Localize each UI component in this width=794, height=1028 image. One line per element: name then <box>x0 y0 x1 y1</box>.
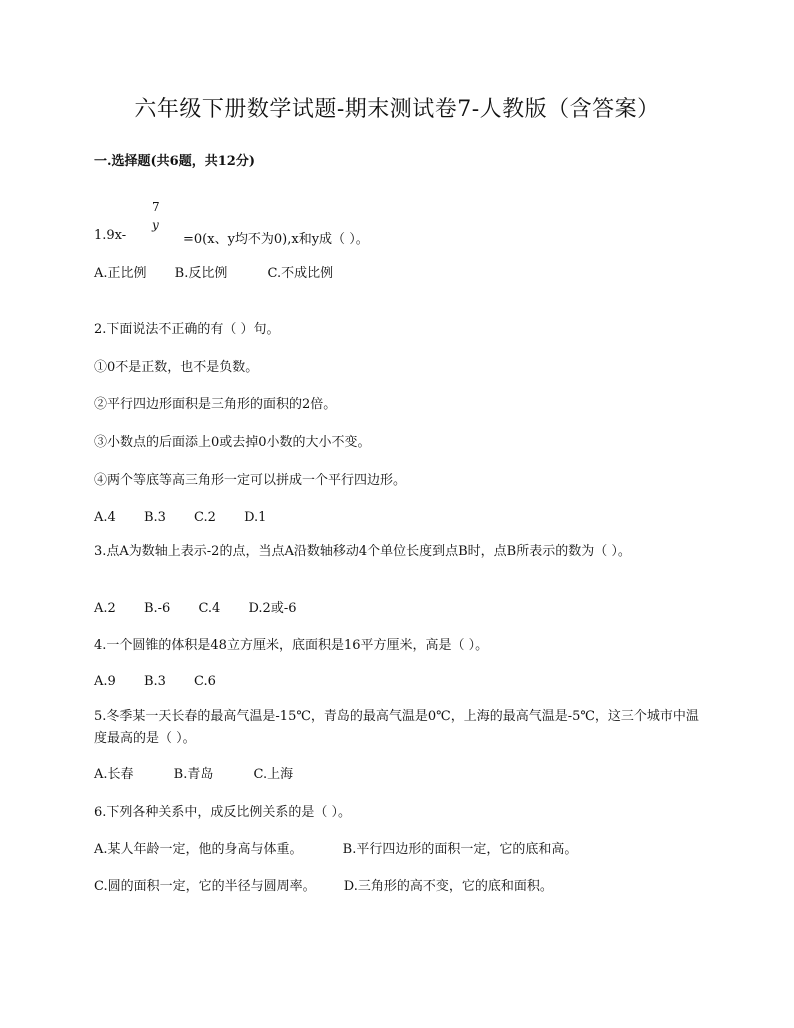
q2-statement-3: ③小数点的后面添上0或去掉0小数的大小不变。 <box>94 435 371 450</box>
option-c[interactable]: C.4 <box>198 601 221 616</box>
q6-options-row-2 <box>94 878 577 896</box>
q3-options <box>94 600 321 618</box>
q1-stem-prefix: 1.9x- <box>94 228 127 243</box>
q6-options-row-1 <box>94 841 601 859</box>
option-b[interactable]: B.反比例 <box>174 266 228 281</box>
q2-stem: 2.下面说法不正确的有（ ）句。 <box>94 322 280 337</box>
fraction-numerator: 7 <box>152 200 160 214</box>
option-b[interactable]: B.平行四边形的面积一定，它的底和高。 <box>342 842 578 857</box>
option-a[interactable]: A.长春 <box>94 767 134 782</box>
option-c[interactable]: C.不成比例 <box>267 266 334 281</box>
option-a[interactable]: A.某人年龄一定，他的身高与体重。 <box>94 842 303 857</box>
q5-options <box>94 766 317 784</box>
q6-stem: 6.下列各种关系中，成反比例关系的是（ ）。 <box>94 805 352 820</box>
option-b[interactable]: B.青岛 <box>173 767 214 782</box>
fraction-denominator: y <box>152 218 159 232</box>
option-a[interactable]: A.正比例 <box>94 266 147 281</box>
option-b[interactable]: B.3 <box>143 510 166 525</box>
option-a[interactable]: A.2 <box>94 601 116 616</box>
q4-stem: 4.一个圆锥的体积是48立方厘米，底面积是16平方厘米，高是（ ）。 <box>94 638 489 653</box>
option-d[interactable]: D.1 <box>244 510 267 525</box>
option-d[interactable]: D.2或-6 <box>248 601 297 616</box>
q5-stem: 5.冬季某一天长春的最高气温是-15℃，青岛的最高气温是0℃，上海的最高气温是-5℃，这三个城市中温度最高的是（ ）。 <box>94 709 699 746</box>
q2-statement-4: ④两个等底等高三角形一定可以拼成一个平行四边形。 <box>94 473 407 488</box>
option-c[interactable]: C.6 <box>194 674 216 689</box>
page-title: 六年级下册数学试题-期末测试卷7-人教版（含答案） <box>134 97 660 122</box>
option-c[interactable]: C.圆的面积一定，它的半径与圆周率。 <box>94 879 316 894</box>
option-d[interactable]: D.三角形的高不变，它的底和面积。 <box>343 879 553 894</box>
option-c[interactable]: C.上海 <box>253 767 294 782</box>
q3-stem: 3.点A为数轴上表示-2的点，当点A沿数轴移动4个单位长度到点B时，点B所表示的数为（ ）。 <box>94 544 631 559</box>
option-b[interactable]: B.-6 <box>143 601 171 616</box>
option-a[interactable]: A.4 <box>94 510 116 525</box>
option-b[interactable]: B.3 <box>143 674 166 689</box>
q2-statement-1: ①0不是正数，也不是负数。 <box>94 360 259 375</box>
option-c[interactable]: C.2 <box>194 510 216 525</box>
option-a[interactable]: A.9 <box>94 674 116 689</box>
q2-options <box>94 509 290 527</box>
q1-options <box>94 265 357 283</box>
q2-statement-2: ②平行四边形面积是三角形的面积的2倍。 <box>94 397 337 412</box>
section-heading: 一.选择题(共6题，共12分) <box>94 154 255 169</box>
q4-options <box>94 673 240 691</box>
q1-stem-suffix: =0(x、y均不为0),x和y成（ ）。 <box>183 232 369 247</box>
